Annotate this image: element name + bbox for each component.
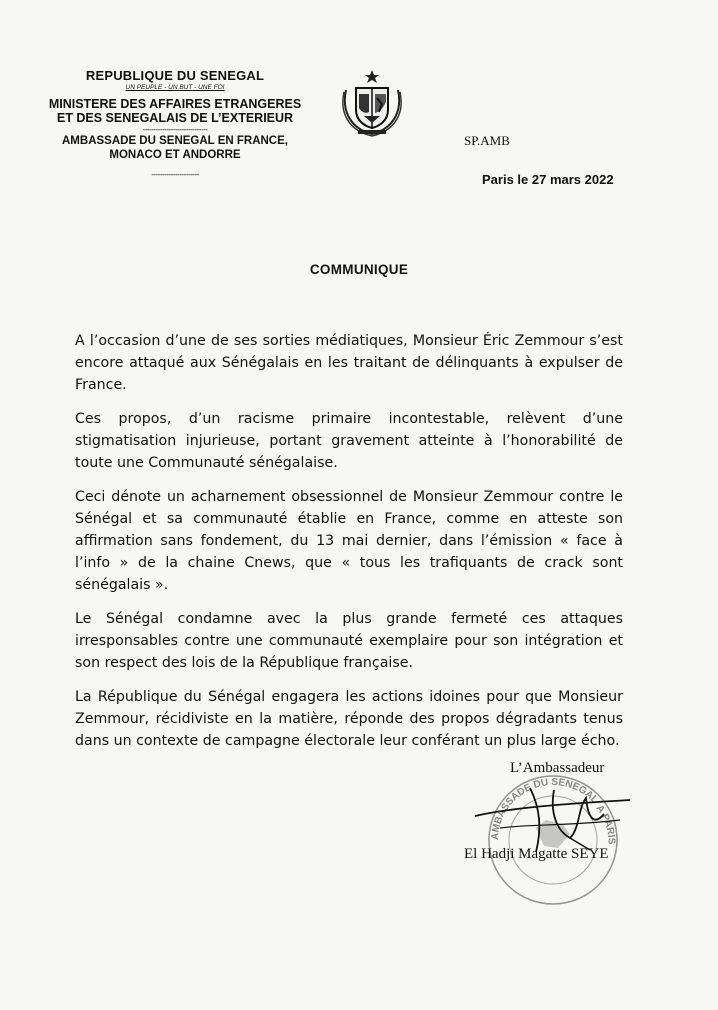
- document-date: Paris le 27 mars 2022: [482, 172, 614, 187]
- paragraph-2: Ces propos, d’un racisme primaire incontestable, relèvent d’une stigmatisation injurieuse, portant gravement atteinte à l’honorabilité de toute une Communauté sénégalaise.: [75, 411, 623, 471]
- paragraph-5: La République du Sénégal engagera les actions idoines pour que Monsieur Zemmour, récidiviste en la matière, réponde des propos dégradants tenus dans un contexte de campagne électorale leur conférant un plus large écho.: [75, 689, 623, 749]
- national-motto: UN PEUPLE - UN BUT - UNE FOI: [125, 84, 225, 91]
- reference-number: SP.AMB: [464, 133, 510, 148]
- paragraph-1: A l’occasion d’une de ses sorties médiatiques, Monsieur Éric Zemmour s’est encore attaqué aux Sénégalais en les traitant de délinquants à expulser de France.: [75, 333, 623, 393]
- handwritten-signature: [470, 768, 645, 858]
- paragraph-4: Le Sénégal condamne avec la plus grande fermeté ces attaques irresponsables contre une communauté exemplaire pour son intégration et son respect des lois de la République française.: [75, 611, 623, 671]
- ministry-line-1: MINISTERE DES AFFAIRES ETRANGERES: [48, 97, 302, 111]
- stamp-text-side: A PARIS: [593, 803, 617, 845]
- embassy-line-1: AMBASSADE DU SENEGAL EN FRANCE,: [62, 135, 288, 147]
- header-separator-2: ----------------------: [151, 170, 199, 179]
- paragraph-3: Ceci dénote un acharnement obsessionnel de Monsieur Zemmour contre le Sénégal et sa communauté établie en France, comme en atteste son affirmation sans fondement, du 13 mai dernier, dans l’émission « face à l’info » de la chaine Cnews, que « tous les trafiquants de crack sont sénégalais ».: [75, 489, 623, 593]
- embassy-line-2: MONACO ET ANDORRE: [109, 149, 241, 161]
- coat-of-arms-icon: [338, 68, 406, 138]
- stamp-text-top: AMBASSADE DU SENEGAL: [489, 776, 601, 841]
- country-name: REPUBLIQUE DU SENEGAL: [85, 68, 265, 83]
- document-title: COMMUNIQUE: [309, 262, 409, 277]
- letterhead: [30, 68, 320, 179]
- signatory-title: L’Ambassadeur: [510, 760, 605, 776]
- header-separator: ------------------------------: [142, 125, 208, 134]
- document-body: [75, 330, 623, 764]
- signatory-name: El Hadji Magatte SEYE: [464, 846, 609, 862]
- ministry-line-2: ET DES SENEGALAIS DE L’EXTERIEUR: [56, 111, 294, 125]
